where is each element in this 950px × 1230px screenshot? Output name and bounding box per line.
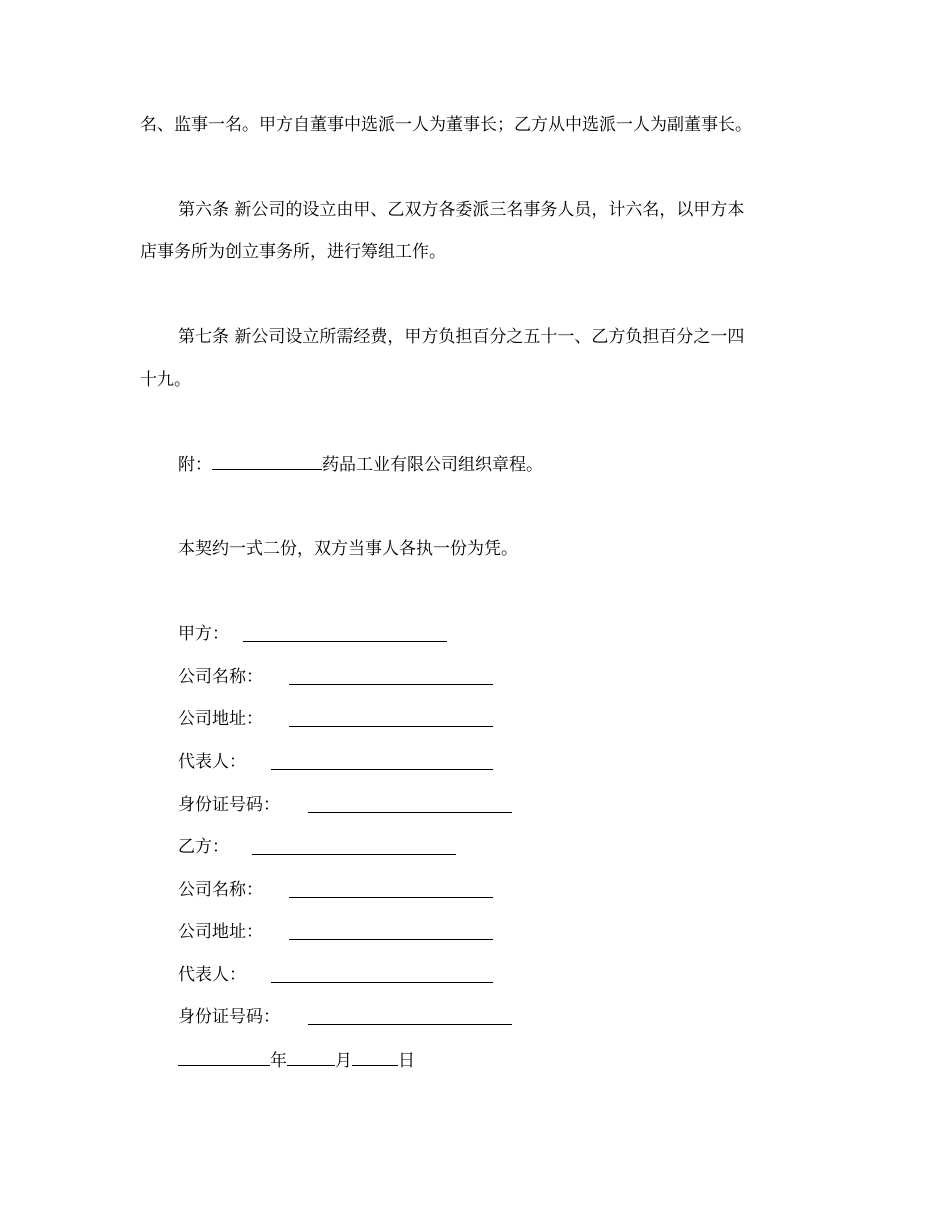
party-b-id-label: 身份证号码： — [178, 1007, 280, 1027]
party-a-company-address-field — [289, 708, 493, 727]
year-label: 年 — [270, 1051, 287, 1071]
party-b-representative-label: 代表人： — [178, 965, 246, 985]
party-b-company-address-row — [178, 921, 263, 943]
attachment-prefix: 附： — [178, 455, 212, 475]
party-b-company-address-label: 公司地址： — [178, 922, 263, 942]
copies-statement: 本契约一式二份，双方当事人各执一份为凭。 — [178, 539, 518, 559]
attachment-name-blank — [212, 453, 322, 470]
party-b-field — [252, 836, 456, 855]
party-a-id-label: 身份证号码： — [178, 795, 280, 815]
party-a-representative-field — [271, 751, 493, 770]
party-b-representative-row — [178, 964, 246, 986]
year-blank — [178, 1049, 270, 1066]
party-a-row — [178, 623, 229, 645]
month-label: 月 — [335, 1051, 352, 1071]
party-a-id-row — [178, 794, 280, 816]
party-b-company-name-label: 公司名称： — [178, 880, 263, 900]
day-blank — [352, 1049, 398, 1066]
party-a-company-address-row — [178, 708, 263, 730]
article-7-line-1: 第七条 新公司设立所需经费，甲方负担百分之五十一、乙方负担百分之一四 — [178, 327, 745, 347]
party-a-company-address-label: 公司地址： — [178, 709, 263, 729]
party-b-company-address-field — [289, 921, 493, 940]
paragraph-continuation: 名、监事一名。甲方自董事中选派一人为董事长；乙方从中选派一人为副董事长。 — [140, 115, 752, 135]
party-a-company-name-row — [178, 666, 263, 688]
month-blank — [287, 1049, 335, 1066]
party-a-representative-label: 代表人： — [178, 752, 246, 772]
party-a-label: 甲方： — [178, 624, 229, 644]
party-a-field — [243, 623, 447, 642]
party-b-row — [178, 836, 229, 858]
party-b-company-name-row — [178, 879, 263, 901]
party-b-label: 乙方： — [178, 837, 229, 857]
party-b-representative-field — [271, 964, 493, 983]
party-a-id-field — [308, 794, 512, 813]
article-7-line-2: 十九。 — [140, 370, 191, 390]
attachment-suffix: 药品工业有限公司组织章程。 — [322, 455, 543, 475]
party-b-company-name-field — [289, 879, 493, 898]
attachment-line — [178, 453, 543, 476]
party-a-company-name-label: 公司名称： — [178, 667, 263, 687]
article-6-line-2: 店事务所为创立事务所，进行筹组工作。 — [140, 242, 446, 262]
article-6-line-1: 第六条 新公司的设立由甲、乙双方各委派三名事务人员，计六名，以甲方本 — [178, 200, 745, 220]
party-b-id-field — [308, 1006, 512, 1025]
party-a-company-name-field — [289, 666, 493, 685]
day-label: 日 — [398, 1051, 415, 1071]
party-b-id-row — [178, 1006, 280, 1028]
party-a-representative-row — [178, 751, 246, 773]
date-line — [178, 1049, 415, 1072]
